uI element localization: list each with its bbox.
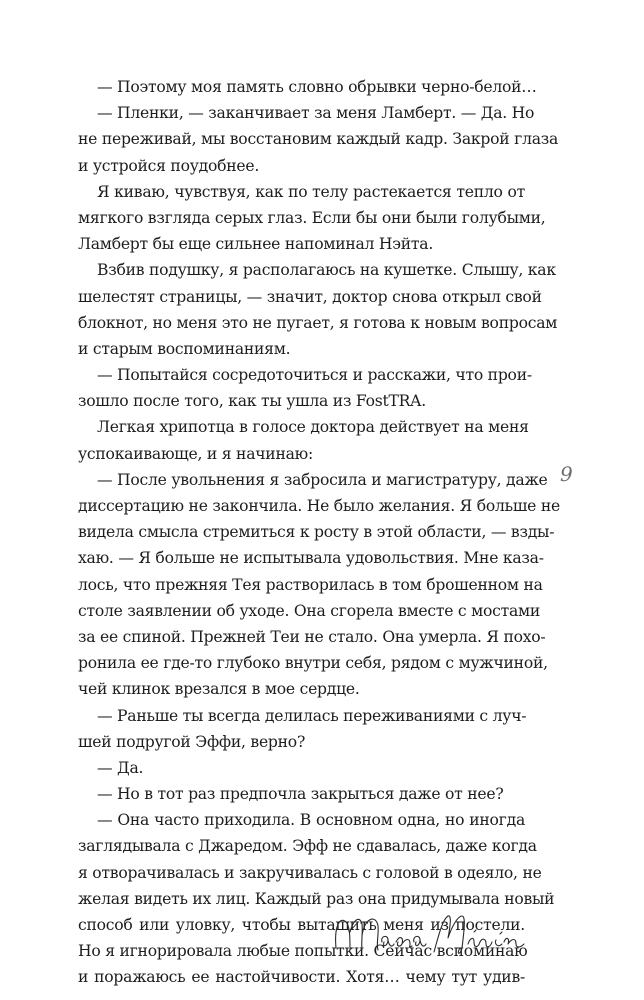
text-line: Взбив подушку, я располагаюсь на кушетке. Слышу, как (97, 261, 556, 280)
text-line: — Попытайся сосредоточиться и расскажи, что прои- (97, 366, 532, 385)
text-line: диссертацию не закончила. Не было желания. Я больше не (78, 497, 560, 515)
text-line: — После увольнения я забросила и магистратуру, даже (97, 470, 548, 489)
text-line: способ или уловку, чтобы вытащить меня из постели. (78, 916, 525, 934)
text-line: — Да. (97, 758, 144, 777)
text-line: столе заявлении об уходе. Она сгорела вместе с мостами (78, 601, 541, 620)
text-line: и устройся поудобнее. (78, 156, 260, 175)
text-line: и старым воспоминаниям. (78, 339, 291, 358)
text-line: — Она часто приходила. В основном одна, но иногда (97, 811, 525, 830)
text-line: — Раньше ты всегда делилась переживаниями с луч- (97, 706, 527, 725)
text-line: Ламберт бы еще сильнее напоминал Нэйта. (78, 235, 434, 254)
text-line: и поражаюсь ее настойчивости. Хотя… чему тут удив- (78, 968, 525, 987)
text-line: ронила ее где-то глубоко внутри себя, рядом с мужчиной, (78, 654, 548, 673)
text-line: шелестят страницы, — значит, доктор снова открыл свой (78, 287, 542, 306)
text-line: я отворачивалась и закручивалась с головой в одеяло, не (78, 863, 542, 882)
text-line: за ее спиной. Прежней Теи не стало. Она умерла. Я похо- (78, 627, 546, 646)
text-line: мягкого взгляда серых глаз. Если бы они были голубыми, (78, 208, 546, 227)
text-line: Легкая хрипотца в голосе доктора действует на меня (97, 418, 529, 437)
page-number: 9 (560, 462, 573, 486)
text-line: — Поэтому моя память словно обрывки черно-белой… (97, 78, 537, 96)
text-line: чей клинок врезался в мое сердце. (78, 680, 360, 699)
text-line: зошло после того, как ты ушла из FostTRA. (78, 392, 426, 411)
body-text (78, 74, 560, 991)
text-line: желая видеть их лиц. Каждый раз она придумывала новый (78, 889, 555, 908)
author-signature (330, 908, 530, 964)
text-line: успокаивающе, и я начинаю: (78, 444, 313, 463)
text-line: блокнот, но меня это не пугает, я готова к новым вопросам (78, 313, 558, 332)
text-line: Я киваю, чувствуя, как по телу растекается тепло от (97, 182, 525, 201)
text-line: Но я игнорировала любые попытки. Сейчас вспоминаю (78, 942, 528, 961)
author-signature-script (330, 908, 530, 964)
text-line: — Пленки, — заканчивает за меня Ламберт. — Да. Но (97, 104, 535, 123)
text-line: заглядывала с Джаредом. Эфф не сдавалась, даже когда (78, 837, 537, 856)
text-line: шей подругой Эффи, верно? (78, 732, 306, 751)
text-line: хаю. — Я больше не испытывала удовольствия. Мне каза- (78, 549, 544, 568)
text-line: видела смысла стремиться к росту в этой области, — взды- (78, 523, 555, 542)
text-line: — Но в тот раз предпочла закрыться даже от нее? (97, 785, 504, 804)
text-line: не переживай, мы восстановим каждый кадр. Закрой глаза (78, 130, 559, 149)
text-line: лось, что прежняя Тея растворилась в том брошенном на (78, 575, 543, 594)
